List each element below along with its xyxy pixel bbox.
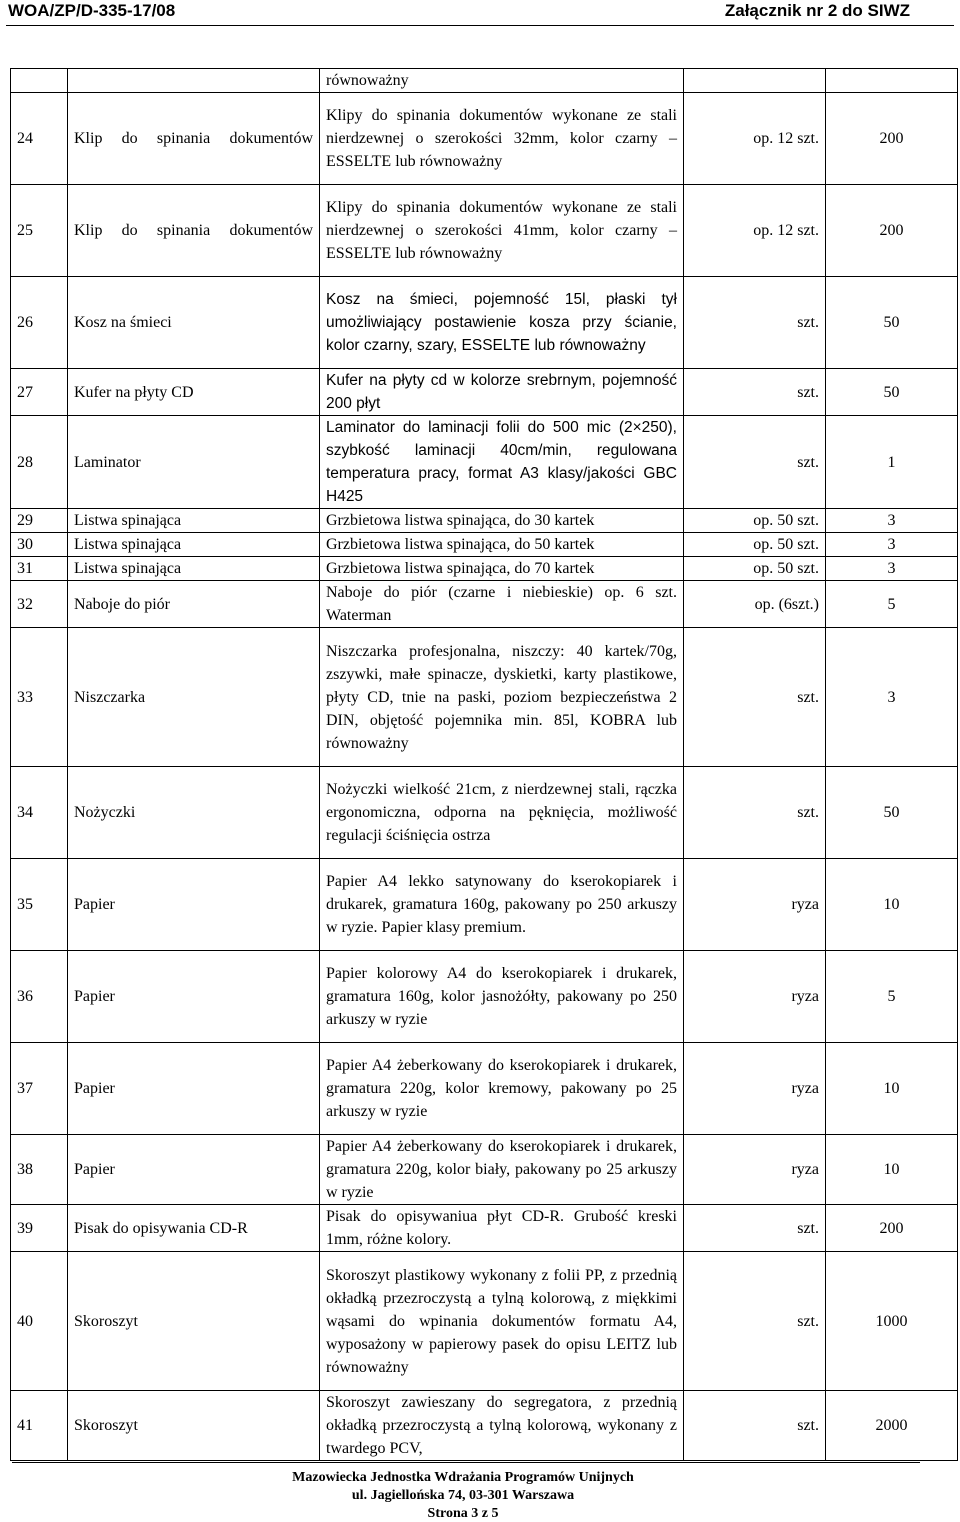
item-number-cell: 40 (11, 1252, 68, 1391)
item-name-cell: Klip do spinania dokumentów (68, 185, 320, 277)
item-quantity-cell: 50 (826, 369, 958, 416)
item-description-cell: Skoroszyt plastikowy wykonany z folii PP, z przednią okładką przezroczystą a tylną kolorową, z miękkimi wąsami do wpinania dokumentów formatu A4, wyposażony w papierowy pasek do opisu LEITZ lub równoważny (320, 1252, 684, 1391)
item-description-cell: Papier A4 żeberkowany do kserokopiarek i drukarek, gramatura 220g, kolor biały, pakowany po 25 arkuszy w ryzie (320, 1135, 684, 1205)
item-number-cell: 37 (11, 1043, 68, 1135)
item-name-cell: Skoroszyt (68, 1252, 320, 1391)
item-unit-cell: op. 12 szt. (684, 185, 826, 277)
item-name-cell: Papier (68, 951, 320, 1043)
item-quantity-cell: 1000 (826, 1252, 958, 1391)
table-row (11, 557, 958, 581)
item-name-cell: Skoroszyt (68, 1391, 320, 1461)
item-number-cell (11, 69, 68, 93)
item-name-cell: Naboje do piór (68, 581, 320, 628)
table-row (11, 859, 958, 951)
document-id: WOA/ZP/D-335-17/08 (8, 1, 176, 20)
item-unit-cell: szt. (684, 416, 826, 509)
item-description-cell: Grzbietowa listwa spinająca, do 50 kartek (320, 533, 684, 557)
item-quantity-cell: 200 (826, 1205, 958, 1252)
item-quantity-cell: 5 (826, 951, 958, 1043)
item-quantity-cell: 10 (826, 1135, 958, 1205)
item-number-cell: 28 (11, 416, 68, 509)
table-row (11, 951, 958, 1043)
header-divider (6, 25, 954, 26)
item-number-cell: 24 (11, 93, 68, 185)
item-number-cell: 39 (11, 1205, 68, 1252)
item-description-cell: Grzbietowa listwa spinająca, do 70 kartek (320, 557, 684, 581)
item-name-cell: Papier (68, 859, 320, 951)
table-row (11, 416, 958, 509)
item-description-cell: Skoroszyt zawieszany do segregatora, z przednią okładką przezroczystą a tylną kolorową, wykonany z twardego PCV, (320, 1391, 684, 1461)
item-quantity-cell: 3 (826, 509, 958, 533)
item-number-cell: 32 (11, 581, 68, 628)
item-quantity-cell: 10 (826, 1043, 958, 1135)
item-name-cell: Niszczarka (68, 628, 320, 767)
footer-address: ul. Jagiellońska 74, 03-301 Warszawa (351, 1488, 575, 1503)
item-name-cell: Listwa spinająca (68, 509, 320, 533)
item-unit-cell: ryza (684, 951, 826, 1043)
item-quantity-cell: 1 (826, 416, 958, 509)
item-name-cell: Listwa spinająca (68, 557, 320, 581)
item-description-cell: Papier kolorowy A4 do kserokopiarek i drukarek, gramatura 160g, kolor jasnożółty, pakowany po 250 arkuszy w ryzie (320, 951, 684, 1043)
item-quantity-cell: 200 (826, 93, 958, 185)
item-number-cell: 35 (11, 859, 68, 951)
item-unit-cell: szt. (684, 767, 826, 859)
table-row (11, 1252, 958, 1391)
item-name-cell: Laminator (68, 416, 320, 509)
item-unit-cell: op. 12 szt. (684, 93, 826, 185)
item-name-cell (68, 69, 320, 93)
item-name-cell: Kufer na płyty CD (68, 369, 320, 416)
table-row (11, 581, 958, 628)
table-row (11, 1205, 958, 1252)
item-quantity-cell: 2000 (826, 1391, 958, 1461)
item-unit-cell: ryza (684, 1135, 826, 1205)
item-description-cell: Klipy do spinania dokumentów wykonane ze stali nierdzewnej o szerokości 32mm, kolor czarny – ESSELTE lub równoważny (320, 93, 684, 185)
table-row (11, 93, 958, 185)
footer-page-number: Strona 3 z 5 (427, 1506, 499, 1521)
items-table (10, 68, 958, 1461)
item-description-cell: Papier A4 żeberkowany do kserokopiarek i drukarek, gramatura 220g, kolor kremowy, pakowany po 25 arkuszy w ryzie (320, 1043, 684, 1135)
item-number-cell: 34 (11, 767, 68, 859)
item-number-cell: 31 (11, 557, 68, 581)
item-unit-cell: szt. (684, 1252, 826, 1391)
item-unit-cell: ryza (684, 859, 826, 951)
item-description-cell: Pisak do opisywaniua płyt CD-R. Grubość kreski 1mm, różne kolory. (320, 1205, 684, 1252)
item-description-cell: Klipy do spinania dokumentów wykonane ze stali nierdzewnej o szerokości 41mm, kolor czarny – ESSELTE lub równoważny (320, 185, 684, 277)
item-quantity-cell: 50 (826, 277, 958, 369)
item-description-cell: równoważny (320, 69, 684, 93)
item-quantity-cell: 10 (826, 859, 958, 951)
item-unit-cell: szt. (684, 1391, 826, 1461)
table-row (11, 533, 958, 557)
footer-divider (12, 1462, 920, 1463)
item-number-cell: 30 (11, 533, 68, 557)
item-description-cell: Grzbietowa listwa spinająca, do 30 kartek (320, 509, 684, 533)
item-unit-cell: szt. (684, 1205, 826, 1252)
table-row (11, 509, 958, 533)
item-number-cell: 25 (11, 185, 68, 277)
table-row (11, 628, 958, 767)
item-number-cell: 29 (11, 509, 68, 533)
item-name-cell: Nożyczki (68, 767, 320, 859)
item-number-cell: 26 (11, 277, 68, 369)
item-name-cell: Pisak do opisywania CD-R (68, 1205, 320, 1252)
item-number-cell: 36 (11, 951, 68, 1043)
item-name-cell: Papier (68, 1043, 320, 1135)
item-number-cell: 38 (11, 1135, 68, 1205)
item-description-cell: Kufer na płyty cd w kolorze srebrnym, pojemność 200 płyt (320, 369, 684, 416)
item-unit-cell (684, 69, 826, 93)
item-quantity-cell (826, 69, 958, 93)
item-quantity-cell: 5 (826, 581, 958, 628)
page-header (0, 0, 960, 28)
table-row (11, 1391, 958, 1461)
table-row (11, 369, 958, 416)
attachment-label: Załącznik nr 2 do SIWZ (724, 1, 910, 20)
table-row (11, 1135, 958, 1205)
item-description-cell: Naboje do piór (czarne i niebieskie) op. 6 szt. Waterman (320, 581, 684, 628)
footer-organization: Mazowiecka Jednostka Wdrażania Programów Unijnych (292, 1470, 634, 1485)
table-row (11, 767, 958, 859)
item-unit-cell: szt. (684, 628, 826, 767)
table-row (11, 1043, 958, 1135)
item-quantity-cell: 200 (826, 185, 958, 277)
item-number-cell: 41 (11, 1391, 68, 1461)
item-number-cell: 33 (11, 628, 68, 767)
items-table-body (11, 69, 958, 1461)
item-unit-cell: op. 50 szt. (684, 509, 826, 533)
item-quantity-cell: 3 (826, 533, 958, 557)
item-description-cell: Papier A4 lekko satynowany do kserokopiarek i drukarek, gramatura 160g, pakowany po 250 arkuszy w ryzie. Papier klasy premium. (320, 859, 684, 951)
item-name-cell: Kosz na śmieci (68, 277, 320, 369)
table-row (11, 277, 958, 369)
item-name-cell: Listwa spinająca (68, 533, 320, 557)
table-row (11, 185, 958, 277)
item-description-cell: Kosz na śmieci, pojemność 15l, płaski tył umożliwiający postawienie kosza przy ścianie, kolor czarny, szary, ESSELTE lub równoważny (320, 277, 684, 369)
item-number-cell: 27 (11, 369, 68, 416)
item-name-cell: Klip do spinania dokumentów (68, 93, 320, 185)
item-description-cell: Niszczarka profesjonalna, niszczy: 40 kartek/70g, zszywki, małe spinacze, dyskietki, karty plastikowe, płyty CD, tnie na paski, poziom bezpieczeństwa 2 DIN, objętość pojemnika min. 85l, KOBRA lub równoważny (320, 628, 684, 767)
item-quantity-cell: 3 (826, 628, 958, 767)
item-description-cell: Nożyczki wielkość 21cm, z nierdzewnej stali, rączka ergonomiczna, odporna na pęknięcia, możliwość regulacji ściśnięcia ostrza (320, 767, 684, 859)
item-unit-cell: szt. (684, 277, 826, 369)
item-description-cell: Laminator do laminacji folii do 500 mic (2×250), szybkość laminacji 40cm/min, regulowana temperatura pracy, format A3 klasy/jakości GBC H425 (320, 416, 684, 509)
item-unit-cell: op. 50 szt. (684, 557, 826, 581)
item-name-cell: Papier (68, 1135, 320, 1205)
item-unit-cell: op. 50 szt. (684, 533, 826, 557)
item-quantity-cell: 50 (826, 767, 958, 859)
item-unit-cell: op. (6szt.) (684, 581, 826, 628)
item-unit-cell: szt. (684, 369, 826, 416)
table-row (11, 69, 958, 93)
item-quantity-cell: 3 (826, 557, 958, 581)
item-unit-cell: ryza (684, 1043, 826, 1135)
